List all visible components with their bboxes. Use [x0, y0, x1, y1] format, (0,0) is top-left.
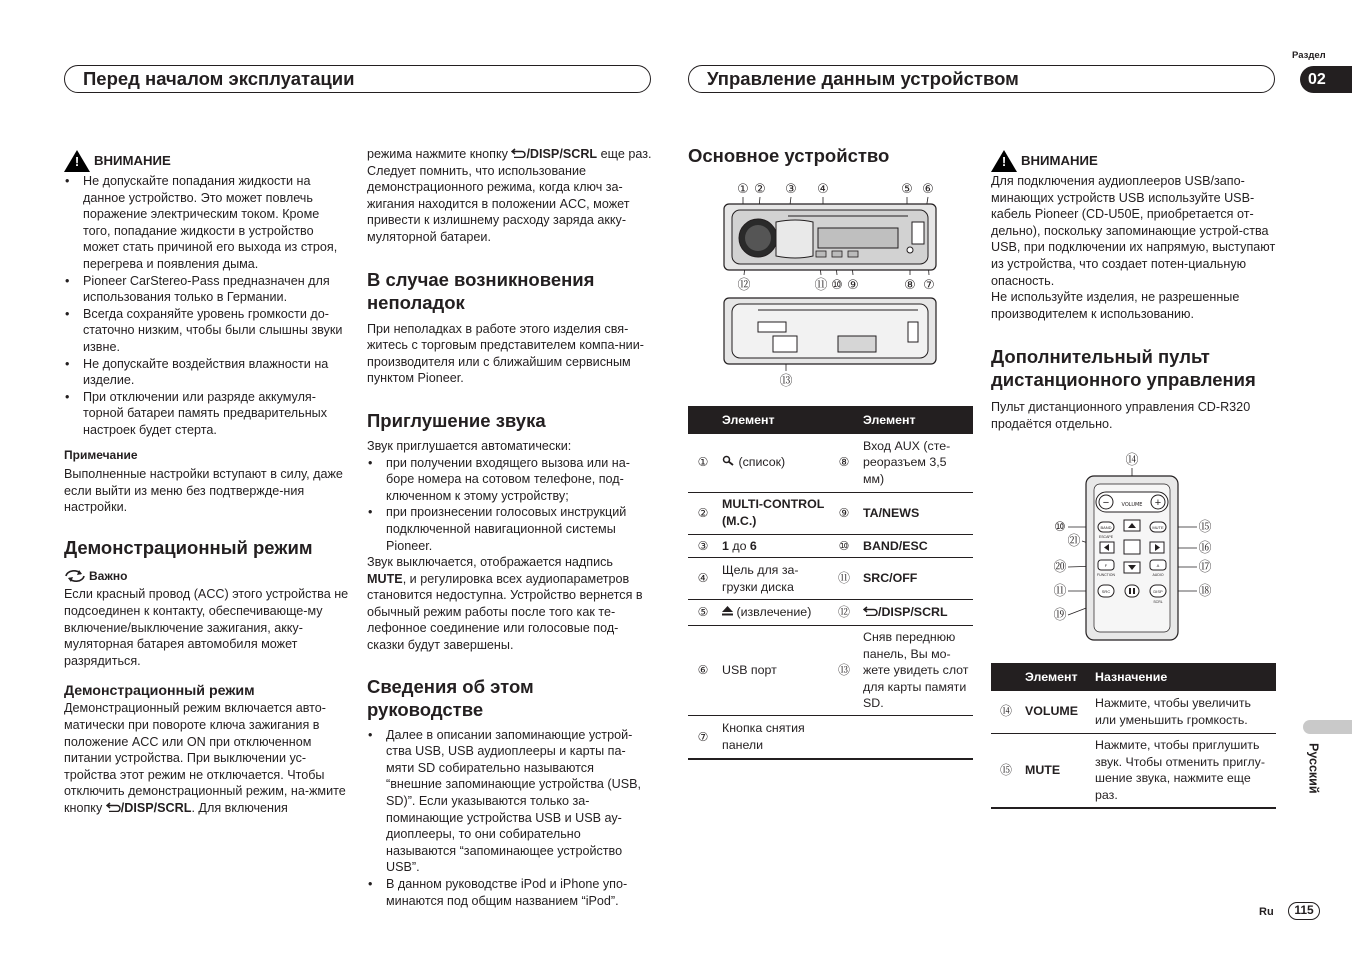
warning-title: ! ВНИМАНИЕ: [64, 150, 350, 172]
section-number-badge: 02: [1300, 66, 1352, 93]
guide-heading: Сведения об этом руководстве: [367, 675, 534, 720]
callout-7: ⑦: [923, 278, 935, 293]
callout-3: ③: [785, 182, 797, 197]
footer-lang: Ru: [1259, 906, 1274, 918]
svg-text:DISP: DISP: [1153, 589, 1163, 594]
demo-heading: Демонстрационный режим: [64, 536, 313, 558]
return-icon: [106, 802, 121, 812]
callout-15: ⑮: [1198, 520, 1212, 535]
table-row: ③ 1 до 6 ⑩ BAND/ESC: [688, 534, 973, 558]
table-header-row: [991, 663, 1276, 691]
list-item: • при произнесении голосовых инструкций подключенной навигационной системы Pioneer.: [367, 504, 653, 554]
warning-icon: !: [64, 150, 90, 172]
callout-18: ⑱: [1198, 584, 1212, 599]
callout-9: ⑨: [847, 278, 859, 293]
list-item: • Далее в описании запоминающие устрой-ства USB, USB аудиоплееры и карты па-мяти SD собирательно называются “внешние запоминающие устройства (USB, SD)”. Если указываются только за-поминающие устройства USB и USB ау-диоплееры, то они собирательно называются “запоминающее устройство USB”.: [367, 727, 653, 876]
right-section-header: Управление данным устройством: [688, 65, 1275, 93]
mute-heading: Приглушение звука: [367, 409, 546, 431]
table-row: ④ Щель для за-грузки диска ⑪ SRC/OFF: [688, 558, 973, 600]
remote-text: Пульт дистанционного управления CD-R320 продаётся отдельно.: [991, 400, 1251, 431]
search-icon: [722, 455, 735, 466]
list-item: • Не допускайте воздействия влажности на изделие.: [64, 356, 350, 389]
remote-control-diagram: [1048, 448, 1218, 648]
warning-icon: !: [991, 150, 1017, 172]
svg-text:BAND: BAND: [1100, 525, 1112, 530]
demo-continued-text: режима нажмите кнопку /DISP/SCRL еще раз. Следует помнить, что использование демонстрационного режима, когда ключ за-жигания находится в положении ACC, может привести к излишнему расходу заряда акку-муляторной батареи.: [367, 147, 652, 244]
callout-2: ②: [754, 182, 766, 197]
callout-21: ㉑: [1067, 534, 1081, 549]
remote-table: [991, 663, 1276, 809]
callout-12: ⑫: [737, 278, 751, 293]
callout-1: ①: [737, 182, 749, 197]
left-section-header: Перед началом эксплуатации: [64, 65, 651, 93]
note-title: Примечание: [64, 447, 138, 462]
svg-text:A: A: [1156, 563, 1160, 568]
remote-heading: Дополнительный пульт дистанционного управления: [991, 346, 1256, 391]
callout-8: ⑧: [904, 278, 916, 293]
eject-icon: [722, 606, 733, 616]
callout-19: ⑲: [1053, 608, 1067, 623]
table-row: ① (список) ⑧ Вход AUX (сте-реоразъем 3,5 мм): [688, 434, 973, 492]
demo-text: Демонстрационный режим включается авто-матически при повороте ключа зажигания в положение ACC или ON при отключенном питании устройства. При выключении ус-тройства этот режим не отключается. Чтобы отключить демонстрационный режим, на-жмите кнопку /DISP/SCRL. Для включения: [64, 701, 346, 815]
callout-14: ⑭: [1125, 453, 1139, 468]
svg-text:VOLUME: VOLUME: [1121, 502, 1143, 508]
column-2: [367, 146, 653, 909]
svg-text:MUTE: MUTE: [1152, 525, 1164, 530]
mute-text: Звук выключается, отображается надпись MUTE, и регулировка всех аудиопараметров становится недоступна. Устройство вернется в обычный режим работы после того как те-лефонное соединение или голосовые под-сказки будут завершены.: [367, 555, 643, 653]
head-unit-diagram: [718, 178, 944, 390]
main-unit-table: [688, 406, 973, 760]
table-header-row: [688, 406, 973, 434]
svg-text:−: −: [1102, 497, 1110, 509]
trouble-heading: В случае возникновения неполадок: [367, 268, 595, 313]
guide-list: [367, 727, 653, 910]
callout-4: ④: [817, 182, 829, 197]
svg-text:+: +: [1154, 497, 1162, 509]
svg-text:FUNCTION: FUNCTION: [1096, 573, 1116, 577]
important-icon: [64, 569, 86, 583]
table-row: ⑭ VOLUME Нажмите, чтобы увеличить или уменьшить громкость.: [991, 691, 1276, 733]
svg-text:SRC: SRC: [1101, 589, 1111, 594]
svg-text:F: F: [1104, 563, 1108, 568]
trouble-text: При неполадках в работе этого изделия свя-житесь с торговым представителем компа-нии-производителя или с ближайшим сервисным пунктом Pioneer.: [367, 321, 644, 386]
section-label: Раздел: [1292, 50, 1326, 61]
callout-16: ⑯: [1198, 541, 1212, 556]
table-row: ⑤ (извлечение) ⑫ /DISP/SCRL: [688, 600, 973, 626]
language-tab-label: Русский: [1306, 743, 1321, 794]
list-item: • Pioneer CarStereo-Pass предназначен для использования только в Германии.: [64, 273, 350, 306]
callout-6: ⑥: [922, 182, 934, 197]
callout-10: ⑩: [1054, 520, 1066, 535]
note-text: Выполненные настройки вступают в силу, даже если выйти из меню без подтвержде-ния настройки.: [64, 467, 343, 515]
usb-warning-text-2: Не используйте изделия, не разрешенные производителем к использованию.: [991, 290, 1240, 321]
table-header: Элемент: [859, 406, 973, 434]
table-header: Элемент: [1021, 663, 1091, 691]
list-item: • При отключении или разряде аккумуля-торной батареи память предварительных настроек будет стерта.: [64, 389, 350, 439]
svg-text:AUDIO: AUDIO: [1152, 573, 1164, 577]
page-number: 115: [1288, 902, 1320, 920]
column-1: [64, 150, 350, 817]
warning-list: [64, 173, 350, 439]
table-row: ② MULTI-CONTROL (M.C.) ⑨ TA/NEWS: [688, 492, 973, 534]
callout-20: ⑳: [1053, 560, 1067, 575]
callout-13: ⑬: [779, 374, 793, 389]
usb-warning-title: ! ВНИМАНИЕ: [991, 150, 1277, 172]
column-4: [991, 150, 1277, 433]
table-header: Назначение: [1091, 663, 1276, 691]
callout-5: ⑤: [901, 182, 913, 197]
main-unit-heading: Основное устройство: [688, 145, 890, 166]
list-item: • при получении входящего вызова или на-боре номера на сотовом телефоне, под-ключенном к этому устройству;: [367, 455, 653, 505]
important-title: Важно: [64, 568, 350, 585]
list-item: • Не допускайте попадания жидкости на данное устройство. Это может повлечь поражение электрическим током. Кроме того, попадание жидкости в устройство может стать причиной его выхода из строя, перегрева и появления дыма.: [64, 173, 350, 273]
table-header: Элемент: [718, 406, 829, 434]
callout-11: ⑪: [814, 278, 828, 293]
callout-10: ⑩: [831, 278, 843, 293]
important-text: Если красный провод (ACC) этого устройства не подсоединен к контакту, обеспечивающе-му включение/выключение зажигания, акку-муляторная батарея автомобиля может разрядиться.: [64, 587, 349, 668]
table-row: ⑮ MUTE Нажмите, чтобы приглушить звук. Чтобы отменить приглу-шение звука, нажмите еще раз.: [991, 733, 1276, 808]
table-row: ⑥ USB порт ⑬ Сняв переднюю панель, Вы мо-жете увидеть слот для карты памяти SD.: [688, 626, 973, 716]
list-item: • В данном руководстве iPod и iPhone упо-минаются под общим названием “iPod”.: [367, 876, 653, 909]
mute-intro: Звук приглушается автоматически:: [367, 438, 572, 453]
svg-text:SCRL: SCRL: [1153, 600, 1163, 604]
usb-warning-text: Для подключения аудиоплееров USB/запо-минающих устройств USB используйте USB-кабель Pioneer (CD-U50E, приобретается от-дельно), поскольку запоминающие устрой-ства USB, при подключении их напрямую, выступают из устройства, что создает потен-циальную опасность.: [991, 174, 1276, 288]
mute-list: [367, 455, 653, 555]
demo-subheading: Демонстрационный режим: [64, 683, 255, 700]
table-row: ⑦ Кнопка снятия панели: [688, 716, 973, 759]
svg-text:ESCAPE: ESCAPE: [1098, 535, 1114, 539]
callout-11: ⑪: [1053, 584, 1067, 599]
return-icon: [863, 606, 878, 616]
return-icon: [511, 148, 526, 158]
callout-17: ⑰: [1198, 560, 1212, 575]
list-item: • Всегда сохраняйте уровень громкости до-статочно низким, чтобы были слышны звуки извне.: [64, 306, 350, 356]
